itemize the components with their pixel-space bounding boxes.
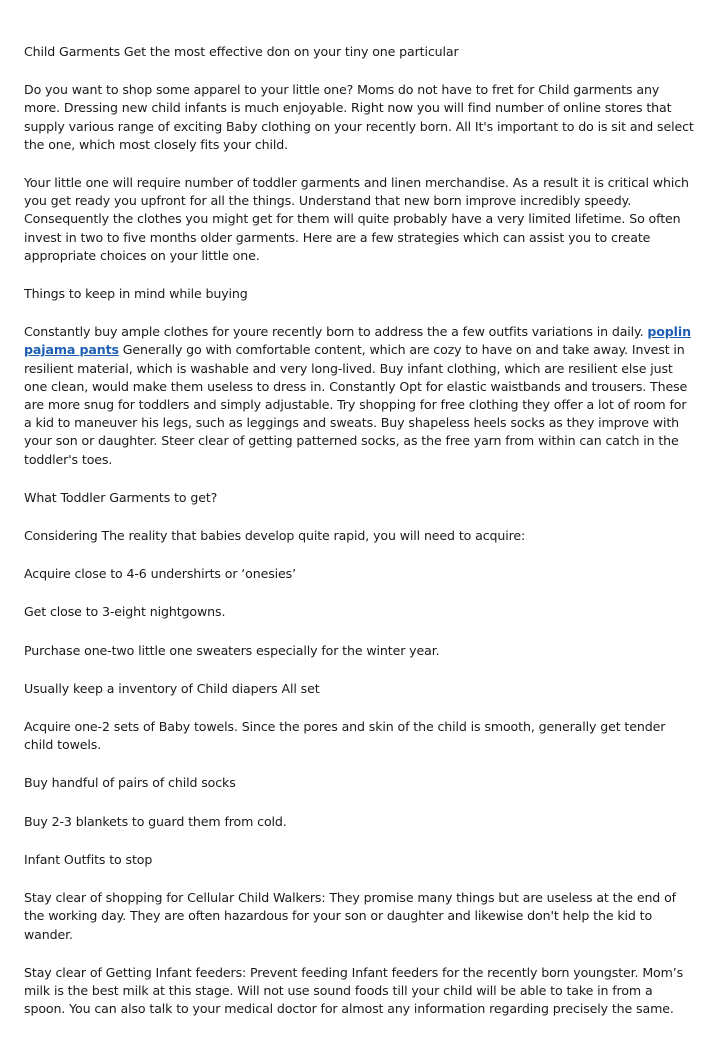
- title-line: Child Garments Get the most effective don on your tiny one particular: [24, 44, 459, 59]
- list-item: Usually keep a inventory of Child diapers All set: [24, 680, 320, 696]
- list-item: Purchase one-two little one sweaters especially for the winter year.: [24, 642, 440, 658]
- buying-tips-paragraph: [24, 323, 696, 469]
- buying-tips-text-start: Constantly buy ample clothes for youre recently born to address the a few outfits variations in daily.: [24, 324, 648, 340]
- section-heading-stop: Infant Outfits to stop: [24, 851, 153, 867]
- intro-paragraph: Do you want to shop some apparel to your little one? Moms do not have to fret for Child garments any more. Dressing new child infants is much enjoyable. Right now you will find number of online stores that supply various range of exciting Baby clothing on your recently born. All It's important to do is sit and select the one, which most closely fits your child.: [24, 82, 694, 152]
- list-item: Buy 2-3 blankets to guard them from cold.: [24, 813, 287, 829]
- section-heading-things: Things to keep in mind while buying: [24, 286, 248, 302]
- considering-paragraph: Considering The reality that babies develop quite rapid, you will need to acquire:: [24, 528, 526, 544]
- list-item: Acquire close to 4-6 undershirts or ‘onesies’: [24, 566, 297, 582]
- poplin-pajama-pants-link[interactable]: poplin pajama pants: [24, 324, 691, 358]
- preparation-paragraph: Your little one will require number of toddler garments and linen merchandise. As a result it is critical which you get ready you upfront for all the things. Understand that new born improve incredibly speedy. Consequently the clothes you might get for them will quite probably have a very limited lifetime. So often invest in two to five months older garments. Here are a few strategies which can assist you to create appropriate choices on your little one.: [24, 175, 689, 263]
- list-item: Buy handful of pairs of child socks: [24, 775, 236, 791]
- list-item: Acquire one-2 sets of Baby towels. Since the pores and skin of the child is smooth, generally get tender child towels.: [24, 719, 666, 753]
- document-body: [24, 43, 696, 1038]
- buying-tips-text-end: Generally go with comfortable content, which are cozy to have on and take away. Invest in resilient material, which is washable and very long-lived. Buy infant clothing, which are resilient else just one clean, would make them useless to dress in. Constantly Opt for elastic waistbands and trousers. These are more snug for toddlers and simply adjustable. Try shopping for free clothing they offer a lot of room for a kid to maneuver his legs, such as leggings and sweats. Buy shapeless heels socks as they improve with your son or daughter. Steer clear of getting patterned socks, as the free yarn from within can catch in the toddler's toes.: [24, 342, 688, 467]
- feeders-paragraph: Stay clear of Getting Infant feeders: Prevent feeding Infant feeders for the recently born youngster. Mom’s milk is the best milk at this stage. Will not use sound foods till your child will be able to take in from a spoon. You can also talk to your medical doctor for almost any information regarding precisely the same.: [24, 964, 684, 1017]
- list-item: Get close to 3-eight nightgowns.: [24, 604, 226, 620]
- section-heading-what: What Toddler Garments to get?: [24, 489, 218, 505]
- walkers-paragraph: Stay clear of shopping for Cellular Child Walkers: They promise many things but are useless at the end of the working day. They are often hazardous for your son or daughter and likewise don't help the kid to wander.: [24, 890, 676, 942]
